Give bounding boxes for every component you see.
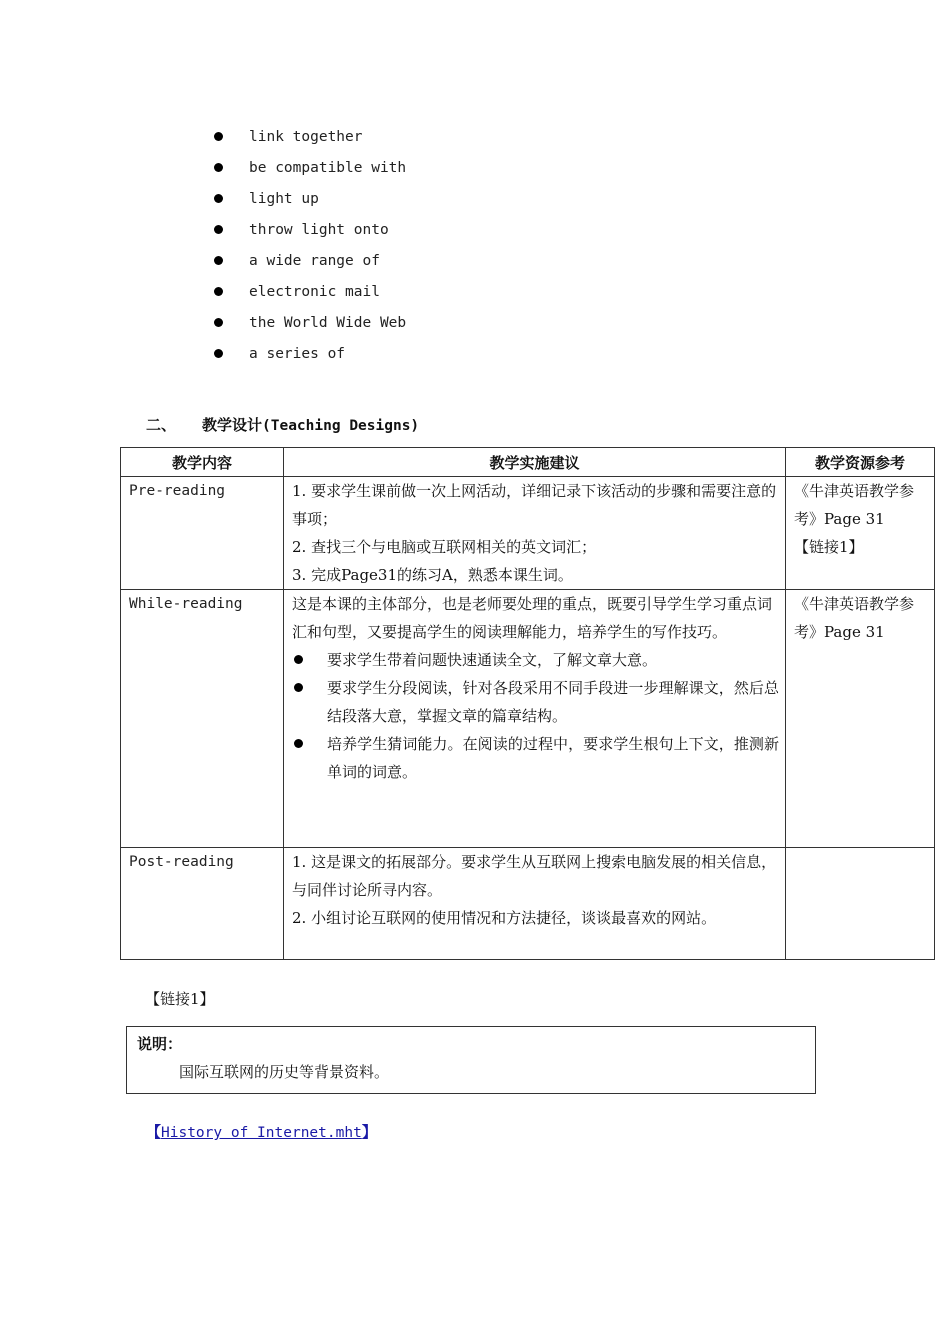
suggestion-cell [284,477,786,590]
vocab-term: a series of [249,345,346,362]
stage-label: While-reading [129,596,243,612]
bullet-icon [214,349,223,358]
suggestion-bullet: 培养学生猜词能力。在阅读的过程中，要求学生根句上下文，推测新单词的词意。 [327,735,779,781]
vocab-term: the World Wide Web [249,314,407,331]
bracket-close: 】 [361,1123,377,1141]
bullet-icon [214,194,223,203]
list-item [208,307,406,338]
list-item [208,121,406,152]
suggestion-bullet: 要求学生分段阅读，针对各段采用不同手段进一步理解课文，然后总结段落大意，掌握文章的篇章结构。 [327,679,779,725]
bullet-icon [214,256,223,265]
section-heading [146,414,419,435]
suggestion-line: 2. 小组讨论互联网的使用情况和方法捷径，谈谈最喜欢的网站。 [292,909,717,927]
suggestion-line: 1. 要求学生课前做一次上网活动，详细记录下该活动的步骤和需要注意的事项； [292,482,777,528]
suggestion-bullet: 要求学生带着问题快速通读全文，了解文章大意。 [327,651,658,669]
vocab-term: a wide range of [249,252,380,269]
section-title-en: (Teaching Designs) [262,418,420,434]
list-item [208,245,406,276]
column-header-suggestions: 教学实施建议 [284,448,786,477]
history-of-internet-link[interactable]: History of Internet.mht [161,1125,362,1141]
bracket-open: 【 [146,1123,162,1141]
bullet-icon [214,225,223,234]
resource-cell [786,590,935,848]
table-row [121,590,935,848]
table-row [121,477,935,590]
list-item [208,152,406,183]
list-item [208,276,406,307]
note-body: 国际互联网的历史等背景资料。 [179,1063,390,1081]
list-item [208,338,406,369]
resource-link[interactable]: 【链接1】 [794,538,864,556]
suggestion-line: 3. 完成Page31的练习A，熟悉本课生词。 [292,566,573,584]
table-header-row [121,448,935,477]
note-box [126,1026,816,1094]
vocab-term: throw light onto [249,221,389,238]
list-item [208,214,406,245]
stage-label: Pre-reading [129,483,226,499]
bullet-icon [294,739,303,748]
bullet-icon [214,318,223,327]
stage-label: Post-reading [129,854,234,870]
resource-cell [786,477,935,590]
vocab-term: light up [249,190,319,207]
stage-cell [121,590,284,848]
list-item [208,183,406,214]
suggestion-cell [284,590,786,848]
suggestion-line: 1. 这是课文的拓展部分。要求学生从互联网上搜索电脑发展的相关信息，与同伴讨论所寻内容。 [292,853,777,899]
vocabulary-list [208,121,406,369]
list-item [292,674,779,730]
stage-cell [121,848,284,960]
bullet-icon [294,683,303,692]
vocab-term: link together [249,128,363,145]
list-item [292,646,779,674]
stage-cell [121,477,284,590]
suggestion-line: 2. 查找三个与电脑或互联网相关的英文词汇； [292,538,597,556]
suggestion-intro: 这是本课的主体部分，也是老师要处理的重点，既要引导学生学习重点词汇和句型，又要提高学生的阅读理解能力，培养学生的写作技巧。 [292,595,773,641]
file-link-row [146,1121,377,1142]
bullet-icon [214,163,223,172]
column-header-resources: 教学资源参考 [786,448,935,477]
resource-reference: 《牛津英语教学参考》Page 31 [794,482,915,528]
resource-reference: 《牛津英语教学参考》Page 31 [794,595,915,641]
vocab-term: electronic mail [249,283,380,300]
list-item [292,730,779,786]
bullet-icon [214,287,223,296]
table-row [121,848,935,960]
section-title-cn: 教学设计 [202,416,263,434]
bullet-icon [214,132,223,141]
suggestion-cell [284,848,786,960]
section-number: 二、 [146,416,177,434]
vocab-term: be compatible with [249,159,407,176]
link-label: 【链接1】 [145,990,215,1008]
column-header-content: 教学内容 [121,448,284,477]
resource-cell [786,848,935,960]
teaching-design-table [120,447,935,960]
bullet-icon [294,655,303,664]
note-title: 说明： [137,1035,183,1053]
